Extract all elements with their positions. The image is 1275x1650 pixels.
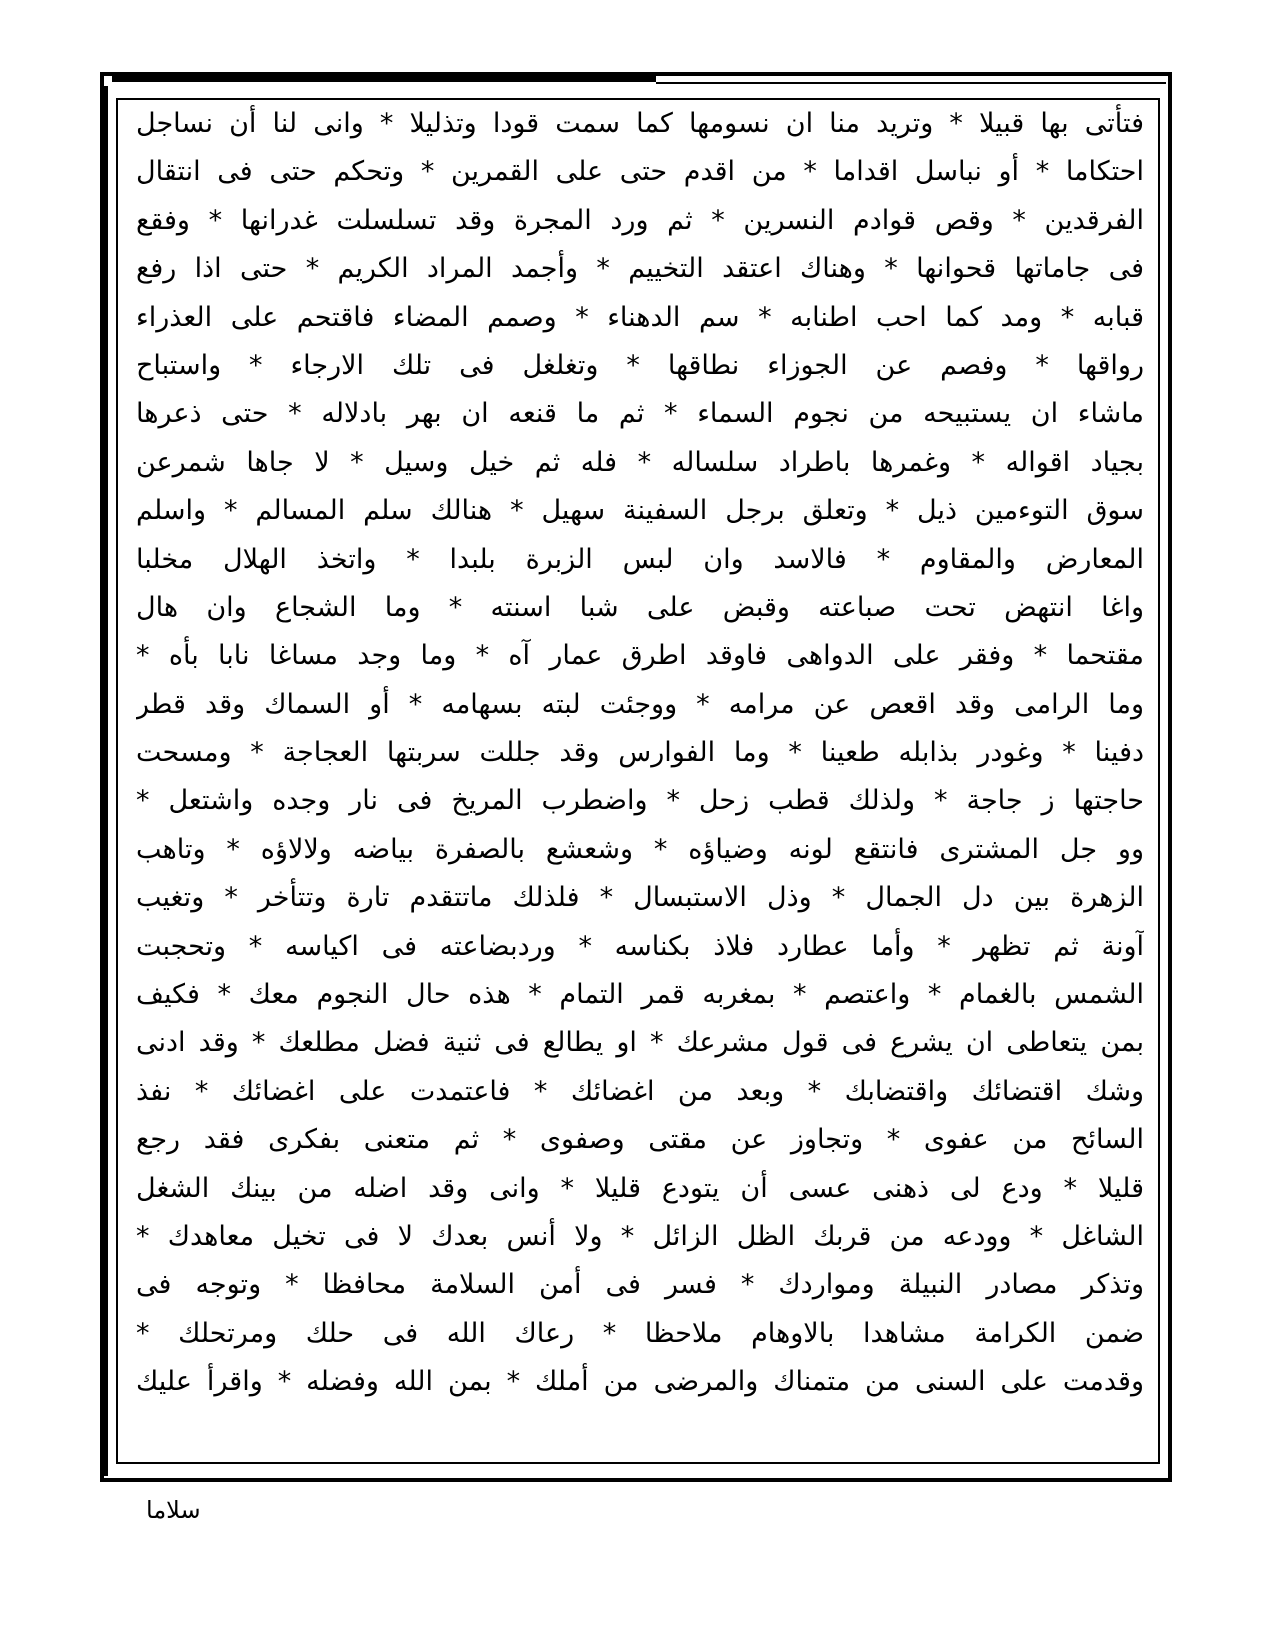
catchword: سلاما bbox=[146, 1496, 201, 1524]
text-line: السائح من عفوى * وتجاوز عن مقتى وصفوى * ثم متعنى بفكرى فقد رجع bbox=[136, 1124, 1144, 1156]
text-line: حاجتها ز جاجة * ولذلك قطب زحل * واضطرب المريخ فى نار وجده واشتعل * bbox=[136, 785, 1144, 817]
text-line: احتكاما * أو نباسل اقداما * من اقدم حتى على القمرين * وتحكم حتى فى انتقال bbox=[136, 156, 1144, 188]
text-line: سوق التوءمين ذيل * وتعلق برجل السفينة سهيل * هنالك سلم المسالم * واسلم bbox=[136, 495, 1144, 527]
text-line: الشمس بالغمام * واعتصم * بمغربه قمر التمام * هذه حال النجوم معك * فكيف bbox=[136, 979, 1144, 1011]
text-line: وتذكر مصادر النبيلة ومواردك * فسر فى أمن السلامة محافظا * وتوجه فى bbox=[136, 1269, 1144, 1301]
text-line: الشاغل * وودعه من قربك الظل الزائل * ولا أنس بعدك لا فى تخيل معاهدك * bbox=[136, 1220, 1144, 1252]
text-line: آونة ثم تظهر * وأما عطارد فلاذ بكناسه * وردبضاعته فى اكياسه * وتحجبت bbox=[136, 930, 1144, 962]
text-line: المعارض والمقاوم * فالاسد وان لبس الزبرة بلبدا * واتخذ الهلال مخلبا bbox=[136, 543, 1144, 575]
text-line: واغا انتهض تحت صباعته وقبض على شبا اسنته * وما الشجاع وان هال bbox=[136, 591, 1144, 623]
text-line: الفرقدين * وقص قوادم النسرين * ثم ورد المجرة وقد تسلسلت غدرانها * وفقع bbox=[136, 204, 1144, 236]
text-line: الزهرة بين دل الجمال * وذل الاستبسال * فلذلك ماتتقدم تارة وتتأخر * وتغيب bbox=[136, 882, 1144, 914]
text-line: قليلا * ودع لى ذهنى عسى أن يتودع قليلا * وانى وقد اضله من بينك الشغل bbox=[136, 1172, 1144, 1204]
text-line: وما الرامى وقد اقعص عن مرامه * ووجئت لبته بسهامه * أو السماك وقد قطر bbox=[136, 688, 1144, 720]
manuscript-text-block bbox=[128, 100, 1152, 1460]
text-line: فتأتى بها قبيلا * وتريد منا ان نسومها كما سمت قودا وتذليلا * وانى لنا أن نساجل bbox=[136, 108, 1144, 139]
text-line: وو جل المشترى فانتقع لونه وضياؤه * وشعشع بالصفرة بياضه ولالاؤه * وتاهب bbox=[136, 833, 1144, 865]
text-line: ضمن الكرامة مشاهدا بالاوهام ملاحظا * رعاك الله فى حلك ومرتحلك * bbox=[136, 1317, 1144, 1349]
text-line: بجياد اقواله * وغمرها باطراد سلساله * فله ثم خيل وسيل * لا جاها شمرعن bbox=[136, 446, 1144, 478]
text-line: قبابه * ومد كما احب اطنابه * سم الدهناء * وصمم المضاء فاقتحم على العذراء bbox=[136, 301, 1144, 333]
text-line: ماشاء ان يستبيحه من نجوم السماء * ثم ما قنعه ان بهر بادلاله * حتى ذعرها bbox=[136, 398, 1144, 430]
text-line: مقتحما * وفقر على الدواهى فاوقد اطرق عمار آه * وما وجد مساغا نابا بأه * bbox=[136, 640, 1144, 672]
top-rule bbox=[112, 76, 656, 82]
text-line: بمن يتعاطى ان يشرع فى قول مشرعك * او يطالع فى ثنية فضل مطلعك * وقد ادنى bbox=[136, 1027, 1144, 1059]
text-line: وشك اقتضائك واقتضابك * وبعد من اغضائك * فاعتمدت على اغضائك * نفذ bbox=[136, 1075, 1144, 1107]
top-rule-thin bbox=[656, 82, 1166, 84]
text-line: دفينا * وغودر بذابله طعينا * وما الفوارس وقد جللت سربتها العجاجة * ومسحت bbox=[136, 737, 1144, 769]
text-line: وقدمت على السنى من متمناك والمرضى من أملك * بمن الله وفضله * واقرأ عليك bbox=[136, 1366, 1144, 1398]
text-line: رواقها * وفصم عن الجوزاء نطاقها * وتغلغل فى تلك الارجاء * واستباح bbox=[136, 349, 1144, 381]
text-line: فى جاماتها قحوانها * وهناك اعتقد التخييم * وأجمد المراد الكريم * حتى اذا رفع bbox=[136, 253, 1144, 285]
left-border-bar bbox=[100, 86, 108, 1476]
